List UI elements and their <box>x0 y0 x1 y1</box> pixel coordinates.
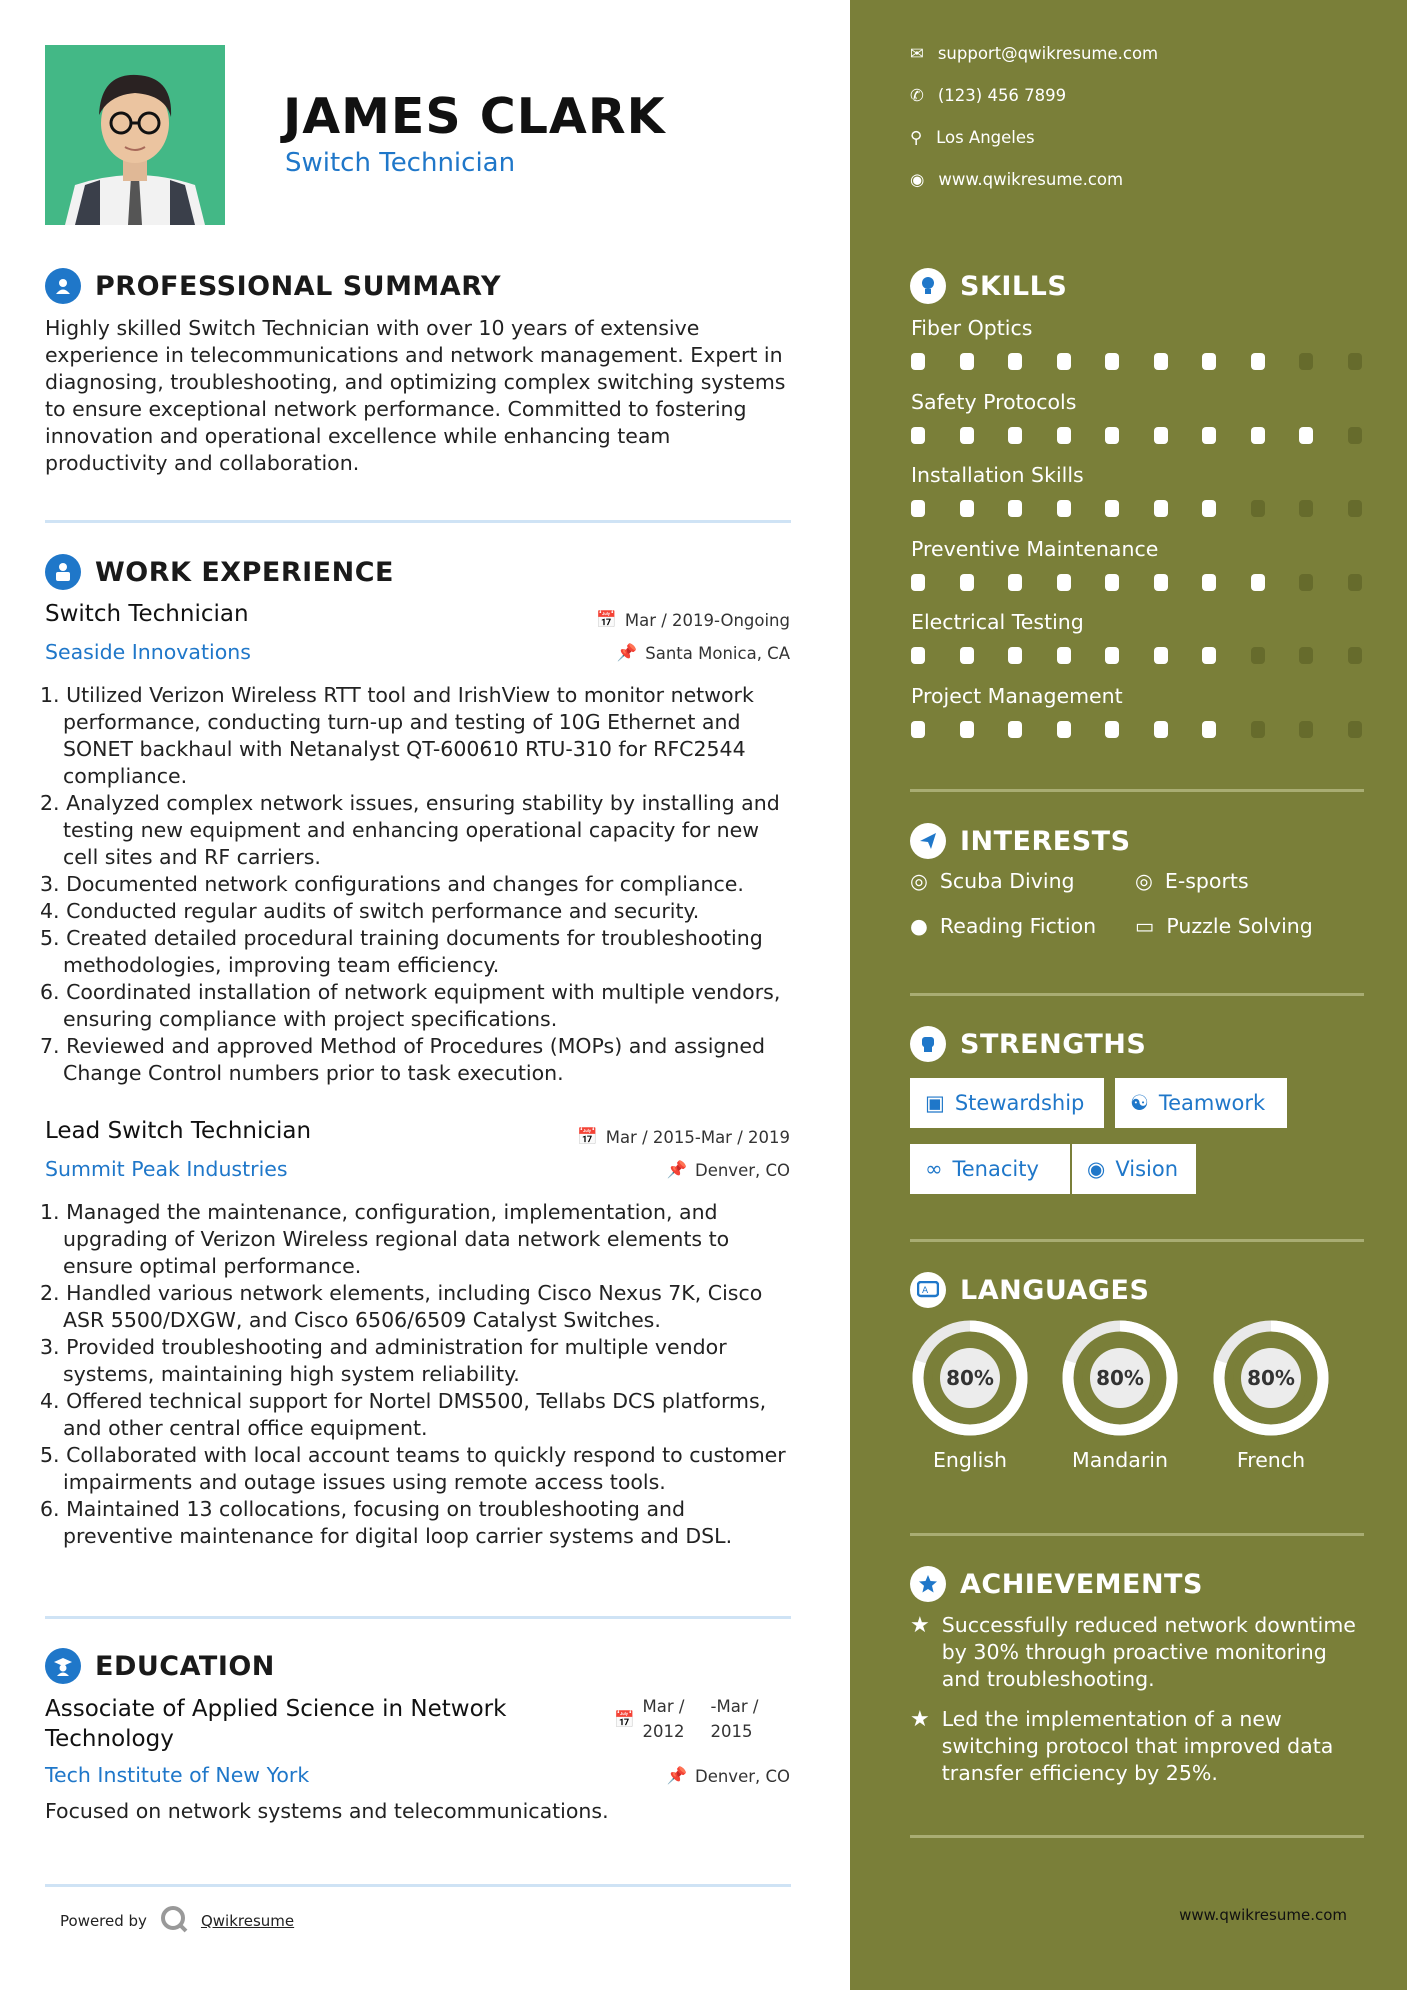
skill-dot <box>1202 427 1216 444</box>
divider <box>910 1533 1364 1536</box>
skill-dot <box>911 721 925 738</box>
skill-name: Fiber Optics <box>911 316 1033 340</box>
link-icon: ∞ <box>925 1157 943 1181</box>
phone-icon: ✆ <box>910 86 924 105</box>
skill-dot <box>911 574 925 591</box>
life-ring-icon: ◎ <box>1135 869 1153 893</box>
skill-dot <box>1008 574 1022 591</box>
job-date: 📅 Mar / 2019-Ongoing <box>596 610 790 630</box>
contact-website: ◉ www.qwikresume.com <box>910 170 1124 189</box>
strength-tag: ☯ Teamwork <box>1115 1078 1287 1128</box>
skill-level <box>911 721 1362 738</box>
skill-level <box>911 574 1362 591</box>
calendar-icon: 📅 <box>577 1127 598 1146</box>
briefcase-user-icon <box>45 554 81 590</box>
languages-heading: A LANGUAGES <box>910 1272 1149 1308</box>
language-percent: 80% <box>946 1366 994 1390</box>
skill-name: Preventive Maintenance <box>911 536 1159 561</box>
calendar-icon: 📅 <box>596 610 617 629</box>
envelope-icon: ✉ <box>910 44 924 63</box>
globe-icon: ◉ <box>910 170 925 189</box>
experience-heading <box>45 554 394 590</box>
education-heading-text: EDUCATION <box>95 1650 275 1682</box>
divider <box>910 1239 1364 1242</box>
users-icon: ☯ <box>1130 1091 1149 1115</box>
skill-dot <box>1348 647 1362 664</box>
contact-phone: ✆ (123) 456 7899 <box>910 86 1067 105</box>
interests-heading: INTERESTS <box>910 823 1131 859</box>
skill-dot <box>1299 721 1313 738</box>
skill-dot <box>1348 353 1362 370</box>
candidate-title: Switch Technician <box>285 148 516 178</box>
briefcase-icon: ▣ <box>925 1091 945 1115</box>
skill-dot <box>1348 500 1362 517</box>
skills-heading: SKILLS <box>910 268 1067 304</box>
experience-heading-text: WORK EXPERIENCE <box>95 556 394 588</box>
skill-dot <box>1105 721 1119 738</box>
interest-item: ▭ Puzzle Solving <box>1135 914 1313 938</box>
skill-dot <box>911 427 925 444</box>
user-icon <box>45 268 81 304</box>
job-bullets <box>40 682 796 1087</box>
skill-dot <box>1057 353 1071 370</box>
skill-level <box>911 647 1362 664</box>
skill-dot <box>911 647 925 664</box>
interest-item: ◎ E-sports <box>1135 869 1249 893</box>
list-item: 3. Provided troubleshooting and administration for multiple vendor systems, maintaining high system reliability. <box>40 1335 727 1386</box>
summary-heading-text: PROFESSIONAL SUMMARY <box>95 270 502 302</box>
list-item: 4. Offered technical support for Nortel DMS500, Tellabs DCS platforms, and other central office equipment. <box>40 1389 767 1440</box>
book-icon: ▭ <box>1135 914 1155 938</box>
skill-dot <box>1008 647 1022 664</box>
strengths-heading: STRENGTHS <box>910 1026 1146 1062</box>
skill-dot <box>1105 647 1119 664</box>
svg-text:A: A <box>922 1286 929 1296</box>
skill-dot <box>1154 427 1168 444</box>
education-description: Focused on network systems and telecommunications. <box>45 1799 609 1823</box>
star-icon: ★ <box>910 1613 930 1638</box>
divider <box>45 1884 791 1887</box>
language-item <box>1211 1318 1331 1472</box>
skill-dot <box>1251 574 1265 591</box>
candidate-name: JAMES CLARK <box>283 88 666 145</box>
skill-name: Electrical Testing <box>911 610 1084 634</box>
achievement-item: ★ Led the implementation of a new switching protocol that improved data transfer efficiency by 25%. <box>910 1707 1334 1785</box>
list-item: 2. Handled various network elements, including Cisco Nexus 7K, Cisco ASR 5500/DXGW, and Cisco 6506/6509 Catalyst Switches. <box>40 1281 763 1332</box>
skill-dot <box>1154 647 1168 664</box>
list-item: 6. Coordinated installation of network equipment with multiple vendors, ensuring compliance with project specifications. <box>40 980 781 1031</box>
skill-dot <box>1202 500 1216 517</box>
skill-dot <box>1057 427 1071 444</box>
fist-icon <box>910 1026 946 1062</box>
skill-dot <box>1251 427 1265 444</box>
skill-dot <box>1008 500 1022 517</box>
skill-dot <box>1251 721 1265 738</box>
pushpin-icon: 📌 <box>666 1766 687 1785</box>
skill-dot <box>1299 427 1313 444</box>
skill-dot <box>1202 721 1216 738</box>
education-location: 📌 Denver, CO <box>666 1766 790 1786</box>
job-date: 📅 Mar / 2015-Mar / 2019 <box>577 1127 790 1147</box>
list-item: 6. Maintained 13 collocations, focusing on troubleshooting and preventive maintenance for digital loop carrier systems and DSL. <box>40 1497 733 1548</box>
language-percent: 80% <box>1096 1366 1144 1390</box>
skill-dot <box>1299 647 1313 664</box>
star-badge-icon <box>910 1566 946 1602</box>
gamepad-icon: ● <box>910 914 928 938</box>
skill-dot <box>1105 574 1119 591</box>
skill-dot <box>1154 500 1168 517</box>
skill-dot <box>960 647 974 664</box>
interest-item: ● Reading Fiction <box>910 914 1097 938</box>
job-title: Switch Technician <box>45 601 249 627</box>
qwikresume-logo-icon <box>159 1904 189 1938</box>
skill-dot <box>1008 353 1022 370</box>
language-name: Mandarin <box>1072 1448 1168 1472</box>
skill-level <box>911 427 1362 444</box>
language-progress-ring <box>1211 1318 1331 1438</box>
list-item: 5. Created detailed procedural training documents for troubleshooting methodologies, improving team efficiency. <box>40 926 763 977</box>
education-dates: 📅 Mar / 2012 -Mar / 2015 <box>614 1697 759 1741</box>
summary-heading <box>45 268 501 304</box>
skill-dot <box>1057 647 1071 664</box>
strength-tag: ∞ Tenacity <box>910 1144 1070 1194</box>
skill-dot <box>1202 647 1216 664</box>
skill-dot <box>1202 574 1216 591</box>
paper-plane-icon <box>910 823 946 859</box>
skill-dot <box>1348 427 1362 444</box>
list-item: 1. Utilized Verizon Wireless RTT tool and IrishView to monitor network performance, conducting turn-up and testing of 10G Ethernet and SONET backhaul with Netanalyst QT-600610 RTU-310 for RFC2544 compliance. <box>40 683 754 788</box>
skill-dot <box>1202 353 1216 370</box>
divider <box>45 520 791 523</box>
list-item: 2. Analyzed complex network issues, ensuring stability by installing and testing new equipment and enhancing operational capacity for new cell sites and RF carriers. <box>40 791 780 869</box>
skill-level <box>911 353 1362 370</box>
skill-dot <box>1057 574 1071 591</box>
job-title: Lead Switch Technician <box>45 1118 312 1144</box>
contact-location: ⚲ Los Angeles <box>910 128 1035 147</box>
skill-dot <box>1105 353 1119 370</box>
skill-dot <box>1105 500 1119 517</box>
language-percent: 80% <box>1247 1366 1295 1390</box>
language-name: French <box>1236 1448 1306 1472</box>
skill-dot <box>1348 574 1362 591</box>
skill-dot <box>1251 500 1265 517</box>
job-company: Summit Peak Industries <box>45 1157 288 1181</box>
strength-tag: ▣ Stewardship <box>910 1078 1104 1128</box>
list-item: 7. Reviewed and approved Method of Procedures (MOPs) and assigned Change Control numbers prior to task execution. <box>40 1034 766 1085</box>
skill-dot <box>1105 427 1119 444</box>
profile-photo <box>45 45 225 225</box>
language-item <box>910 1318 1030 1472</box>
education-heading <box>45 1648 275 1684</box>
skill-dot <box>960 500 974 517</box>
achievements-heading: ACHIEVEMENTS <box>910 1566 1203 1602</box>
skill-dot <box>1251 353 1265 370</box>
skill-dot <box>1251 647 1265 664</box>
translate-icon <box>910 1272 946 1308</box>
summary-text: Highly skilled Switch Technician with over 10 years of extensive experience in telecommunications and network management. Expert in diagnosing, troubleshooting, and optimizing complex switching systems to ensure exceptional network performance. Committed to fostering innovation and operational excellence while enhancing team productivity and collaboration. <box>45 316 786 475</box>
star-icon: ★ <box>910 1707 930 1732</box>
divider <box>910 789 1364 792</box>
skill-dot <box>1299 353 1313 370</box>
footer-powered-by: Powered by Qwikresume <box>60 1904 294 1938</box>
language-progress-ring <box>1060 1318 1180 1438</box>
location-pin-icon: ⚲ <box>910 128 923 147</box>
divider <box>45 1616 791 1619</box>
skill-name: Safety Protocols <box>911 389 1077 414</box>
skill-name: Project Management <box>911 683 1123 708</box>
list-item: 4. Conducted regular audits of switch performance and security. <box>40 899 700 923</box>
strength-tag: ◉ Vision <box>1072 1144 1196 1194</box>
footer-website[interactable]: www.qwikresume.com <box>1179 1906 1347 1924</box>
skill-level <box>911 500 1362 517</box>
list-item: 5. Collaborated with local account teams to quickly respond to customer impairments and outage issues using remote access tools. <box>40 1443 786 1494</box>
skill-dot <box>911 353 925 370</box>
skill-dot <box>960 427 974 444</box>
life-ring-icon: ◎ <box>910 869 928 893</box>
job-location: 📌 Denver, CO <box>666 1160 790 1180</box>
achievement-item: ★ Successfully reduced network downtime by 30% through proactive monitoring and troubleshooting. <box>910 1613 1356 1691</box>
skill-dot <box>1299 574 1313 591</box>
list-item: 1. Managed the maintenance, configuration, implementation, and upgrading of Verizon Wireless regional data network elements to ensure optimal performance. <box>40 1200 730 1278</box>
skill-dot <box>960 721 974 738</box>
skill-dot <box>1348 721 1362 738</box>
job-location: 📌 Santa Monica, CA <box>616 643 790 663</box>
pushpin-icon: 📌 <box>616 643 638 662</box>
skill-dot <box>911 500 925 517</box>
binoculars-icon: ◉ <box>1087 1157 1106 1181</box>
skill-dot <box>1057 721 1071 738</box>
skill-dot <box>1154 721 1168 738</box>
skill-dot <box>1057 500 1071 517</box>
skill-dot <box>960 353 974 370</box>
calendar-icon: 📅 <box>614 1709 635 1729</box>
language-name: English <box>932 1448 1008 1472</box>
school-name: Tech Institute of New York <box>45 1763 310 1787</box>
lightbulb-icon <box>910 268 946 304</box>
graduate-icon <box>45 1648 81 1684</box>
degree-title: Associate of Applied Science in Network Technology <box>45 1696 507 1752</box>
skill-dot <box>1008 427 1022 444</box>
skill-name: Installation Skills <box>911 463 1084 487</box>
job-bullets <box>40 1199 796 1550</box>
skill-dot <box>1154 574 1168 591</box>
interest-item: ◎ Scuba Diving <box>910 869 1075 893</box>
divider <box>910 1835 1364 1838</box>
divider <box>910 993 1364 996</box>
contact-email: ✉ support@qwikresume.com <box>910 44 1159 63</box>
language-progress-ring <box>910 1318 1030 1438</box>
job-company: Seaside Innovations <box>45 640 251 664</box>
skill-dot <box>1299 500 1313 517</box>
list-item: 3. Documented network configurations and changes for compliance. <box>40 872 744 896</box>
skill-dot <box>1154 353 1168 370</box>
language-item <box>1060 1318 1180 1472</box>
skill-dot <box>1008 721 1022 738</box>
qwikresume-link[interactable]: Qwikresume <box>200 1912 295 1930</box>
skill-dot <box>960 574 974 591</box>
pushpin-icon: 📌 <box>666 1160 687 1179</box>
